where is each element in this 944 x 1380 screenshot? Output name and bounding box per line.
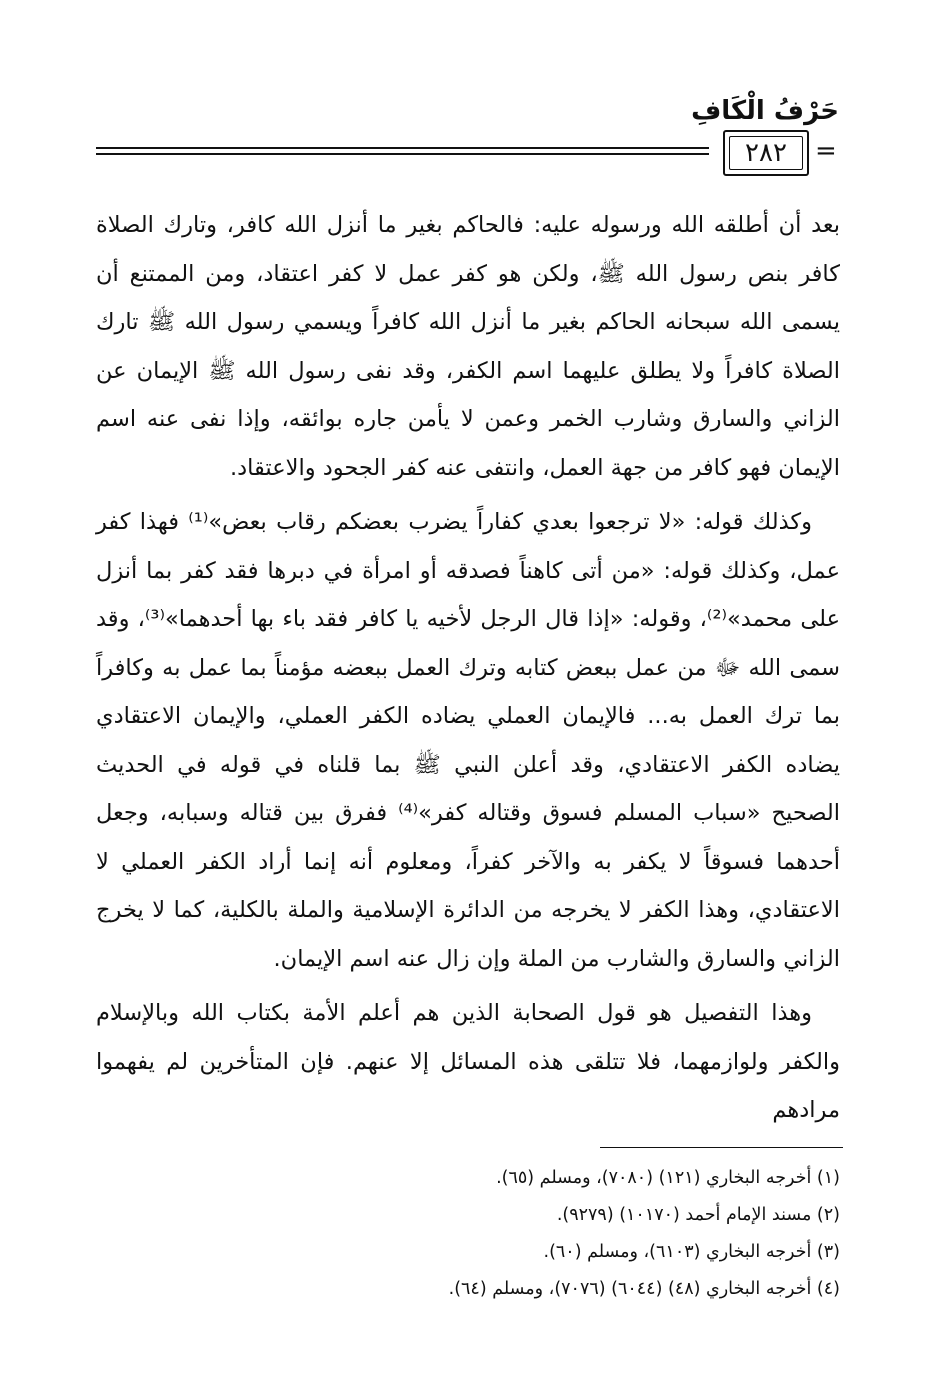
main-text <box>96 201 840 1135</box>
footnote-3: (٣) أخرجه البخاري (٦١٠٣)، ومسلم (٦٠). <box>543 1242 840 1262</box>
page-number <box>723 130 809 176</box>
paragraph-1: بعد أن أطلقه الله ورسوله عليه: فالحاكم بغير ما أنزل الله كافر، وتارك الصلاة كافر بنص رسول الله ﷺ، ولكن هو كفر عمل لا كفر اعتقاد، ومن الممتنع أن يسمى الله سبحانه الحاكم بغير ما أنزل الله كافراً ويسمي رسول الله ﷺ تارك الصلاة كافراً ولا يطلق عليهما اسم الكفر، وقد نفى رسول الله ﷺ الإيمان عن الزاني والسارق وشارب الخمر وعمن لا يأمن جاره بوائقه، وإذا نفى عنه اسم الإيمان فهو كافر من جهة العمل، وانتفى عنه كفر الجحود والاعتقاد. <box>96 212 840 481</box>
footnote-2: (٢) مسند الإمام أحمد (١٠١٧٠) (٩٢٧٩). <box>556 1205 840 1225</box>
footnote-4: (٤) أخرجه البخاري (٤٨) (٦٠٤٤) (٧٠٧٦)، ومسلم (٦٤). <box>448 1279 840 1299</box>
footnote-1: (١) أخرجه البخاري (١٢١) (٧٠٨٠)، ومسلم (٦٥). <box>496 1168 840 1188</box>
header-rule-bottom <box>96 153 709 155</box>
paragraph-2: وكذلك قوله: «لا ترجعوا بعدي كفاراً يضرب بعضكم رقاب بعض»⁽¹⁾ فهذا كفر عمل، وكذلك قوله: «من أتى كاهناً فصدقه أو امرأة في دبرها فقد كفر بما أنزل على محمد»⁽²⁾، وقوله: «إذا قال الرجل لأخيه يا كافر فقد باء بها أحدهما»⁽³⁾، وقد سمى الله ﷻ من عمل ببعض كتابه وترك العمل ببعضه مؤمناً بما عمل به وكافراً بما ترك العمل به... فالإيمان العملي يضاده الكفر العملي، والإيمان الاعتقادي يضاده الكفر الاعتقادي، وقد أعلن النبي ﷺ بما قلناه في قوله في الحديث الصحيح «سباب المسلم فسوق وقتاله كفر»⁽⁴⁾ ففرق بين قتاله وسبابه، وجعل أحدهما فسوقاً لا يكفر به والآخر كفراً، ومعلوم أنه إنما أراد الكفر العملي لا الاعتقادي، وهذا الكفر لا يخرجه من الدائرة الإسلامية والملة بالكلية، كما لا يخرج الزاني والسارق والشارب من الملة وإن زال عنه اسم الإيمان. <box>96 509 840 972</box>
chapter-title: حَرْفُ الْكَافِ <box>691 96 839 126</box>
paragraph-3: وهذا التفصيل هو قول الصحابة الذين هم أعلم الأمة بكتاب الله وبالإسلام والكفر ولوازمهما، فلا تتلقى هذه المسائل إلا عنهم. فإن المتأخرين لم يفهموا مرادهم <box>96 1000 840 1123</box>
header-rule-top <box>96 147 709 149</box>
footnotes <box>96 1160 840 1308</box>
header-dash: = <box>815 136 837 166</box>
page-number-text: ٢٨٢ <box>745 138 787 168</box>
footnote-separator <box>600 1147 843 1148</box>
